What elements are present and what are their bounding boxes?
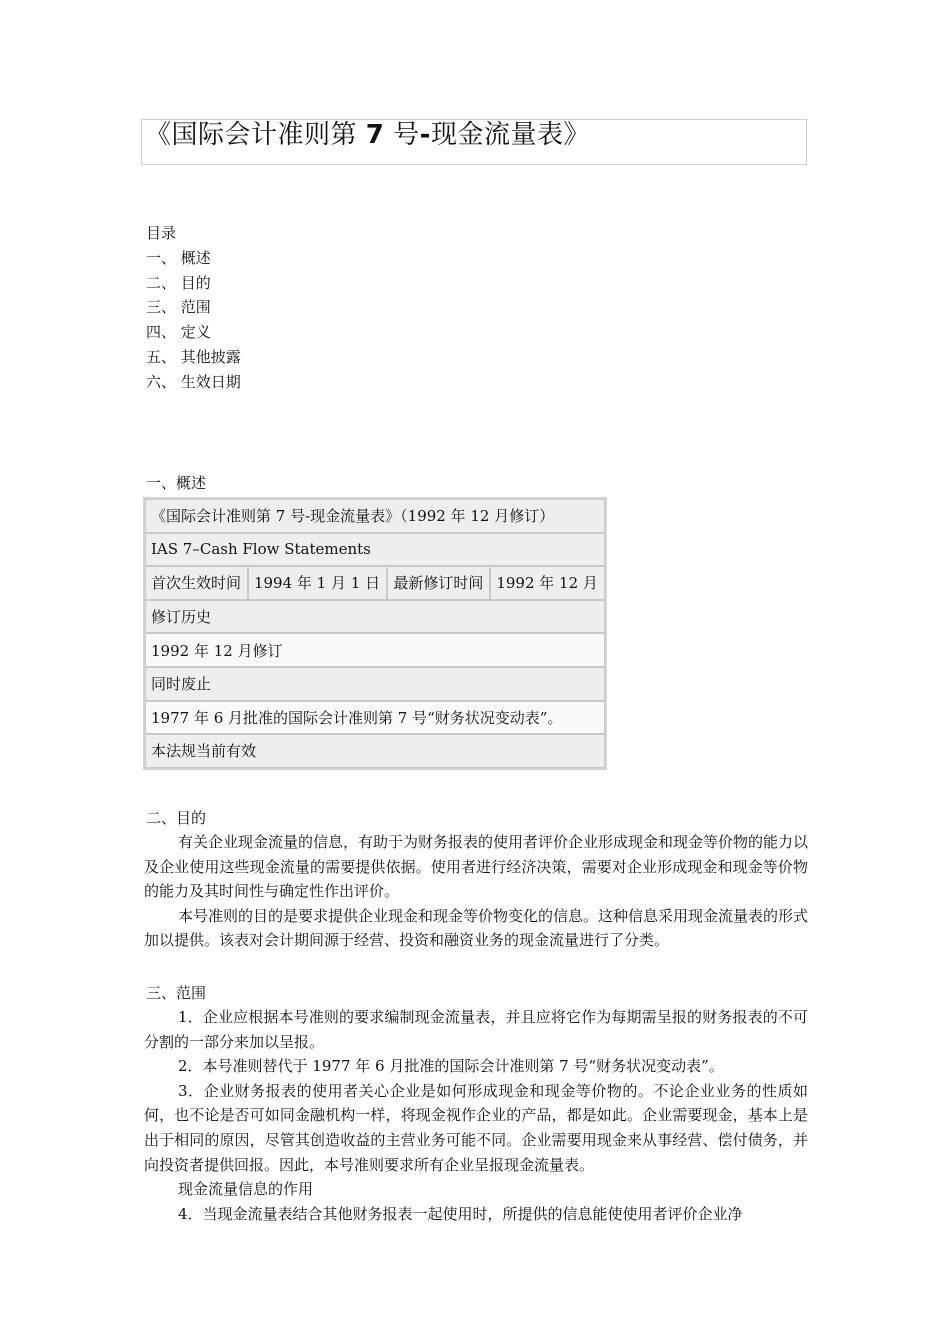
table-row [145, 667, 605, 701]
paragraph: 3．企业财务报表的使用者关心企业是如何形成现金和现金等价物的。不论企业业务的性质如何，也不论是否可如同金融机构一样，将现金视作企业的产品，都是如此。企业需要现金，基本上是出于相同的原因，尽管其创造收益的主营业务可能不同。企业需要用现金来从事经营、偿付债务，并向投资者提供回报。因此，本号准则要求所有企业呈报现金流量表。 [144, 1081, 808, 1174]
section-heading-purpose: 二、目的 [146, 809, 207, 827]
paragraph: 2．本号准则替代于 1977 年 6 月批准的国际会计准则第 7 号“财务状况变动表”。 [178, 1057, 724, 1076]
table-cell: 1994 年 1 月 1 日 [248, 566, 387, 600]
table-cell: 《国际会计准则第 7 号-现金流量表》（1992 年 12 月修订） [145, 499, 605, 533]
table-cell: 1992 年 12 月 [490, 566, 605, 600]
toc-item-purpose[interactable]: 二、 目的 [146, 273, 211, 292]
paragraph: 4．当现金流量表结合其他财务报表一起使用时，所提供的信息能使使用者评价企业净 [178, 1204, 743, 1223]
scope-body [144, 1005, 808, 1226]
table-cell: 本法规当前有效 [145, 734, 605, 768]
table-cell: 1977 年 6 月批准的国际会计准则第 7 号“财务状况变动表”。 [145, 701, 605, 735]
paragraph: 1．企业应根据本号准则的要求编制现金流量表，并且应将它作为每期需呈报的财务报表的不可分割的一部分来加以呈报。 [144, 1008, 808, 1051]
toc-heading: 目录 [146, 224, 177, 242]
table-cell: 最新修订时间 [387, 566, 490, 600]
table-row [145, 499, 605, 533]
purpose-body [144, 830, 808, 953]
table-cell: 首次生效时间 [145, 566, 248, 600]
toc-item-effective-date[interactable]: 六、 生效日期 [146, 372, 241, 391]
subheading-cash-flow-info: 现金流量信息的作用 [178, 1180, 314, 1199]
table-cell: 1992 年 12 月修订 [145, 633, 605, 667]
table-of-contents [146, 221, 241, 395]
toc-item-other-disclosures[interactable]: 五、 其他披露 [146, 347, 241, 366]
table-row [145, 633, 605, 667]
document-title: 《国际会计准则第 7 号-现金流量表》 [145, 120, 590, 150]
overview-info-table [143, 497, 607, 770]
table-row [145, 566, 605, 600]
section-heading-overview: 一、概述 [146, 474, 207, 492]
table-cell: 修订历史 [145, 600, 605, 634]
table-row [145, 533, 605, 567]
toc-item-scope[interactable]: 三、 范围 [146, 298, 211, 317]
section-heading-scope: 三、范围 [146, 984, 207, 1002]
toc-item-definitions[interactable]: 四、 定义 [146, 323, 211, 342]
toc-item-overview[interactable]: 一、 概述 [146, 248, 211, 267]
table-cell: IAS 7–Cash Flow Statements [145, 533, 605, 567]
table-row [145, 734, 605, 768]
paragraph: 有关企业现金流量的信息，有助于为财务报表的使用者评价企业形成现金和现金等价物的能力以及企业使用这些现金流量的需要提供依据。使用者进行经济决策，需要对企业形成现金和现金等价物的能力及其时间性与确定性作出评价。 [144, 833, 809, 901]
table-row [145, 600, 605, 634]
table-cell: 同时废止 [145, 667, 605, 701]
table-row [145, 701, 605, 735]
paragraph: 本号准则的目的是要求提供企业现金和现金等价物变化的信息。这种信息采用现金流量表的形式加以提供。该表对会计期间源于经营、投资和融资业务的现金流量进行了分类。 [144, 906, 809, 950]
